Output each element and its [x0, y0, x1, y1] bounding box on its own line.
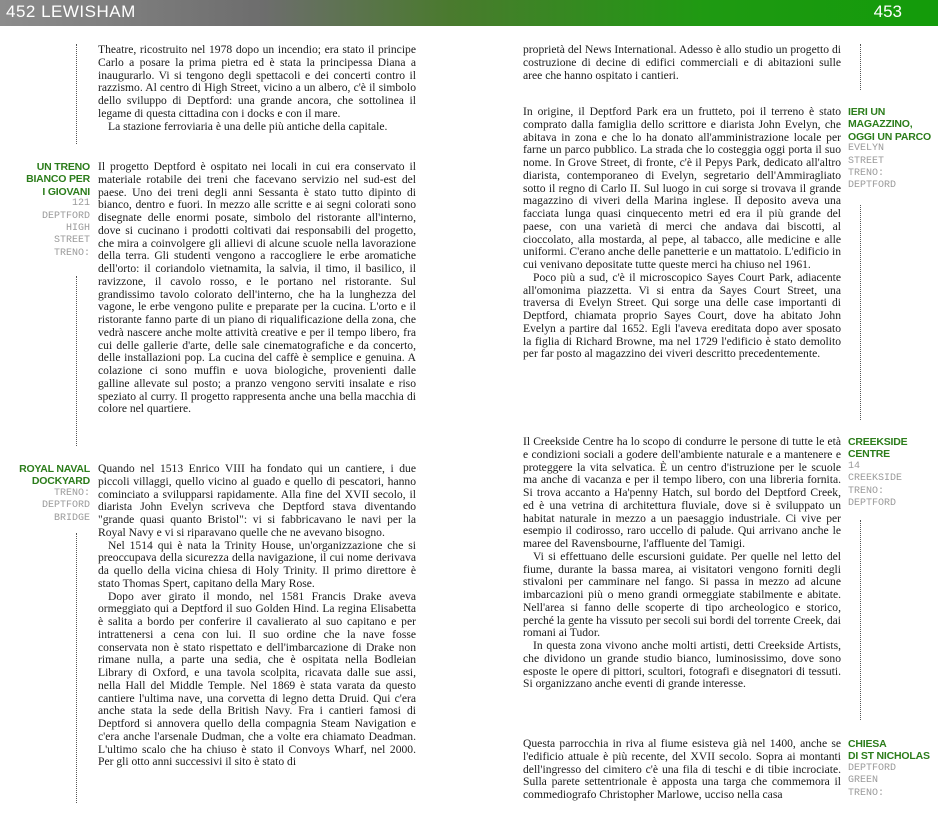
- margin-rule: [860, 520, 861, 720]
- sidebar-title: CHIESA DI ST NICHOLAS: [848, 738, 930, 763]
- left-running-head: 452 LEWISHAM: [6, 2, 136, 21]
- margin-rule: [76, 276, 77, 446]
- right-text-block-3: [523, 436, 841, 691]
- left-text-block-2: [98, 161, 416, 416]
- paragraph: Il Creekside Centre ha lo scopo di condurre le persone di tutte le età e condizioni sociali a godere dell'ambiente naturale e a mantenere e proteggere la vita selvatica. È un centro d'istruzione per le scuole ma anche di vacanza e per il tempo libero, con una libreria fornita. Si trova accanto a Ha'penny Hatch, sul bordo del Deptford Creek, ed è una vetrina di architettura fluviale, dove si è sviluppato un habitat naturale in mezzo a un paesaggio industriale. Ci vive per esempio il codirosso, raro uccello di palude. Qui arrivano anche le maree del Ravensbourne, l'affluente del Tamigi.: [523, 435, 841, 550]
- margin-rule: [860, 205, 861, 420]
- right-sidebar-st-nicholas: [848, 738, 938, 800]
- sidebar-address: DEPTFORD GREEN TRENO:: [848, 762, 897, 799]
- margin-rule: [860, 44, 861, 90]
- paragraph: Dopo aver girato il mondo, nel 1581 Francis Drake aveva ormeggiato qui a Deptford il suo Golden Hind. La regina Elisabetta è salita a bordo per conferire il cavalierato al suo capitano e per intrattenersi a cena con lui. Il suo ordine che la nave fosse conservata non è stato rispettato e dell'imbarcazione di Drake non rimane nulla, a parte una sedia, che è ospitata nella Bodleian Library di Oxford, e una tavola scolpita, ricavata dalle sue assi, nella Hall del Middle Temple. Nel 1869 è stata varata da questo cantiere l'ultima nave, una corvetta di legno detta Druid. Qui c'era anche stata la sede della British Navy. Fra i cantieri famosi di Deptford si annovera quello della compagnia Steam Navigation e c'era anche l'arsenale Dudman, che a volte era chiamato Deadman. L'ultimo scalo che ha chiuso è stato il Convoys Wharf, nel 2000. Per gli otto anni successivi il sito è stato di: [98, 589, 416, 769]
- sidebar-address: 14 CREEKSIDE TRENO: DEPTFORD: [848, 460, 903, 510]
- paragraph: In origine, il Deptford Park era un frutteto, poi il terreno è stato comprato dalla famiglia dello scrittore e diarista John Evelyn, che abitava in zona e che lo ha donato all'amministrazione locale per farne un parco pubblico. La strada che lo costeggia oggi porta il suo nome. In Grove Street, di fronte, c'è il Pepys Park, dedicato all'altro diarista, contemporaneo di Evelyn, segretario dell'Ammiragliato sotto il regno di Carlo II. Sul luogo in cui sorge si trovava il grande magazzino di viveri della Marina inglese. Il deposito aveva una facciata lunga quasi cinquecento metri ed era il più grande del paese, con una varietà di merci che andava dai biscotti, al cioccolato, alla mostarda, al pepe, al tabacco, alle medicine e alle uniformi. C'erano anche delle panetterie e un mattatoio. L'edificio in cui venivano depositate tutte queste merci ha chiuso nel 1961.: [523, 105, 841, 271]
- left-sidebar-treno-bianco: [2, 161, 90, 260]
- paragraph: Nel 1514 qui è nata la Trinity House, un'organizzazione che si preoccupava della sicurezza della navigazione, il cui nome derivava da quello della vicina chiesa di Holy Trinity. Il primo direttore è stato Thomas Spert, capitano della Mary Rose.: [98, 538, 416, 590]
- paragraph: Il progetto Deptford è ospitato nei locali in cui era conservato il materiale rotabile dei treni che facevano servizio nel sud-est del paese. Uno dei treni degli anni Sessanta è stato tutto dipinto di bianco, dentro e fuori. In mezzo alle scritte e ai segni colorati sono disegnate delle enormi posate, simbolo del ristorante all'interno, dove si cucinano i prodotti coltivati dai responsabili del progetto, che mira a coinvolgere gli allievi di alcune scuole nella lavorazione della terra. Gli studenti vengono a raccogliere le erbe aromatiche dell'orto: il coriandolo vietnamita, la salvia, il timo, il basilico, il ravizzone, il cavolo rosso, e le portano nel ristorante. Sul grandissimo tavolo colorato dell'interno, che ha la lunghezza del vagone, le erbe vengono pulite e preparate per la cucina. L'orto e il ristorante fanno parte di un piano di riqualificazione della zona, che vedrà nascere anche molte attività creative e per il tempo libero, fra cui delle gallerie d'arte, delle sale cinematografiche e da concerto, delle installazioni pop. La cucina del caffè è semplice e genuina. A colazione ci sono muffin e uova biologiche, provenienti dalle galline allevate sul posto; a pranzo vengono serviti insalate e riso speziato al curry. Il progetto rappresenta anche una bella macchia di colore nel quartiere.: [98, 160, 416, 416]
- right-page-number: 453: [873, 2, 902, 21]
- left-sidebar-royal-naval: [2, 463, 90, 525]
- sidebar-address: EVELYN STREET TRENO: DEPTFORD: [848, 143, 897, 192]
- sidebar-title: UN TRENO BIANCO PER I GIOVANI: [26, 161, 90, 198]
- right-text-block-4: [523, 738, 841, 802]
- right-sidebar-creekside: [848, 436, 938, 510]
- paragraph: Quando nel 1513 Enrico VIII ha fondato qui un cantiere, i due piccoli villaggi, quello vicino al guado e quello di pescatori, hanno cominciato a svilupparsi rapidamente. Alla fine del XVII secolo, il diarista John Evelyn scriveva che Deptford stava diventando "grande quasi quanto Bristol": vi si fabbricavano le navi per la Royal Navy e vi si riparavano quelle che ne avevano bisogno.: [98, 462, 416, 539]
- paragraph: Theatre, ricostruito nel 1978 dopo un incendio; era stato il principe Carlo a posare la prima pietra ed è stata la principessa Diana a inaugurarlo. Vi si tengono degli spettacoli e dei concerti contro il razzismo. Al centro di High Street, vicino a un albero, c'è il simbolo dello sviluppo di Deptford: una grande ancora, che sottolinea il legame di questa cittadina con i docks e con il mare.: [98, 43, 416, 120]
- paragraph: In questa zona vivono anche molti artisti, detti Creekside Artists, che dividono un grande studio bianco, luminosissimo, dove sono esposte le opere di pittori, scultori, fotografi e disegnatori di tessuti. Si organizzano anche eventi di grande interesse.: [523, 639, 841, 691]
- sidebar-title: CREEKSIDE CENTRE: [848, 436, 908, 461]
- sidebar-title: IERI UN MAGAZZINO, OGGI UN PARCO: [848, 106, 931, 143]
- right-text-block-2: [523, 106, 841, 361]
- paragraph: proprietà del News International. Adesso è allo studio un progetto di costruzione di decine di edifici commerciali e di abitazioni sulle aree che hanno ospitato i cantieri.: [523, 43, 841, 82]
- page-header: [0, 0, 938, 26]
- left-text-block-1: [98, 44, 416, 133]
- paragraph: La stazione ferroviaria è una delle più antiche della capitale.: [108, 119, 388, 133]
- paragraph: Vi si effettuano delle escursioni guidate. Per quelle nel letto del fiume, durante la bassa marea, ai visitatori vengono forniti degli stivaloni per camminare nel fango. Si passa in mezzo ad alcune imbarcazioni più o meno grandi ormeggiate stabilmente e abitate. Nell'area si fanno delle scoperte di tipo archeologico e storico, perché la gente ha vissuto per secoli sui bordi del torrente Creek, dai romani ai Tudor.: [523, 549, 841, 640]
- margin-rule: [76, 44, 77, 144]
- right-text-block-1: [523, 44, 841, 82]
- right-sidebar-ieri-magazzino: [848, 106, 938, 193]
- margin-rule: [76, 533, 77, 803]
- left-text-block-3: [98, 463, 416, 769]
- sidebar-address: TRENO: DEPTFORD BRIDGE: [41, 487, 90, 524]
- paragraph: Poco più a sud, c'è il microscopico Sayes Court Park, adiacente all'omonima piazzetta. Vi si entra da Sayes Court Street, una traversa di Evelyn Street. Qui sorge una delle case importanti di Deptford, chiamata proprio Sayes Court, dove ha abitato John Evelyn a partire dal 1652. Egli l'aveva ereditata dopo aver sposato la figlia di Richard Browne, ma nel 1729 l'edificio è stato demolito per far posto al magazzino dei viveri descritto precedentemente.: [523, 270, 841, 361]
- sidebar-address: 121 DEPTFORD HIGH STREET TRENO:: [41, 198, 90, 259]
- sidebar-title: ROYAL NAVAL DOCKYARD: [19, 463, 90, 488]
- paragraph: Questa parrocchia in riva al fiume esisteva già nel 1400, anche se l'edificio attuale è più recente, del XVII secolo. Sopra ai montanti dell'ingresso del cimitero c'è una fila di teschi e di tibie incrociate. Sulla parete settentrionale è apposta una targa che commemora il commediografo Christopher Marlowe, ucciso nella casa: [523, 737, 841, 801]
